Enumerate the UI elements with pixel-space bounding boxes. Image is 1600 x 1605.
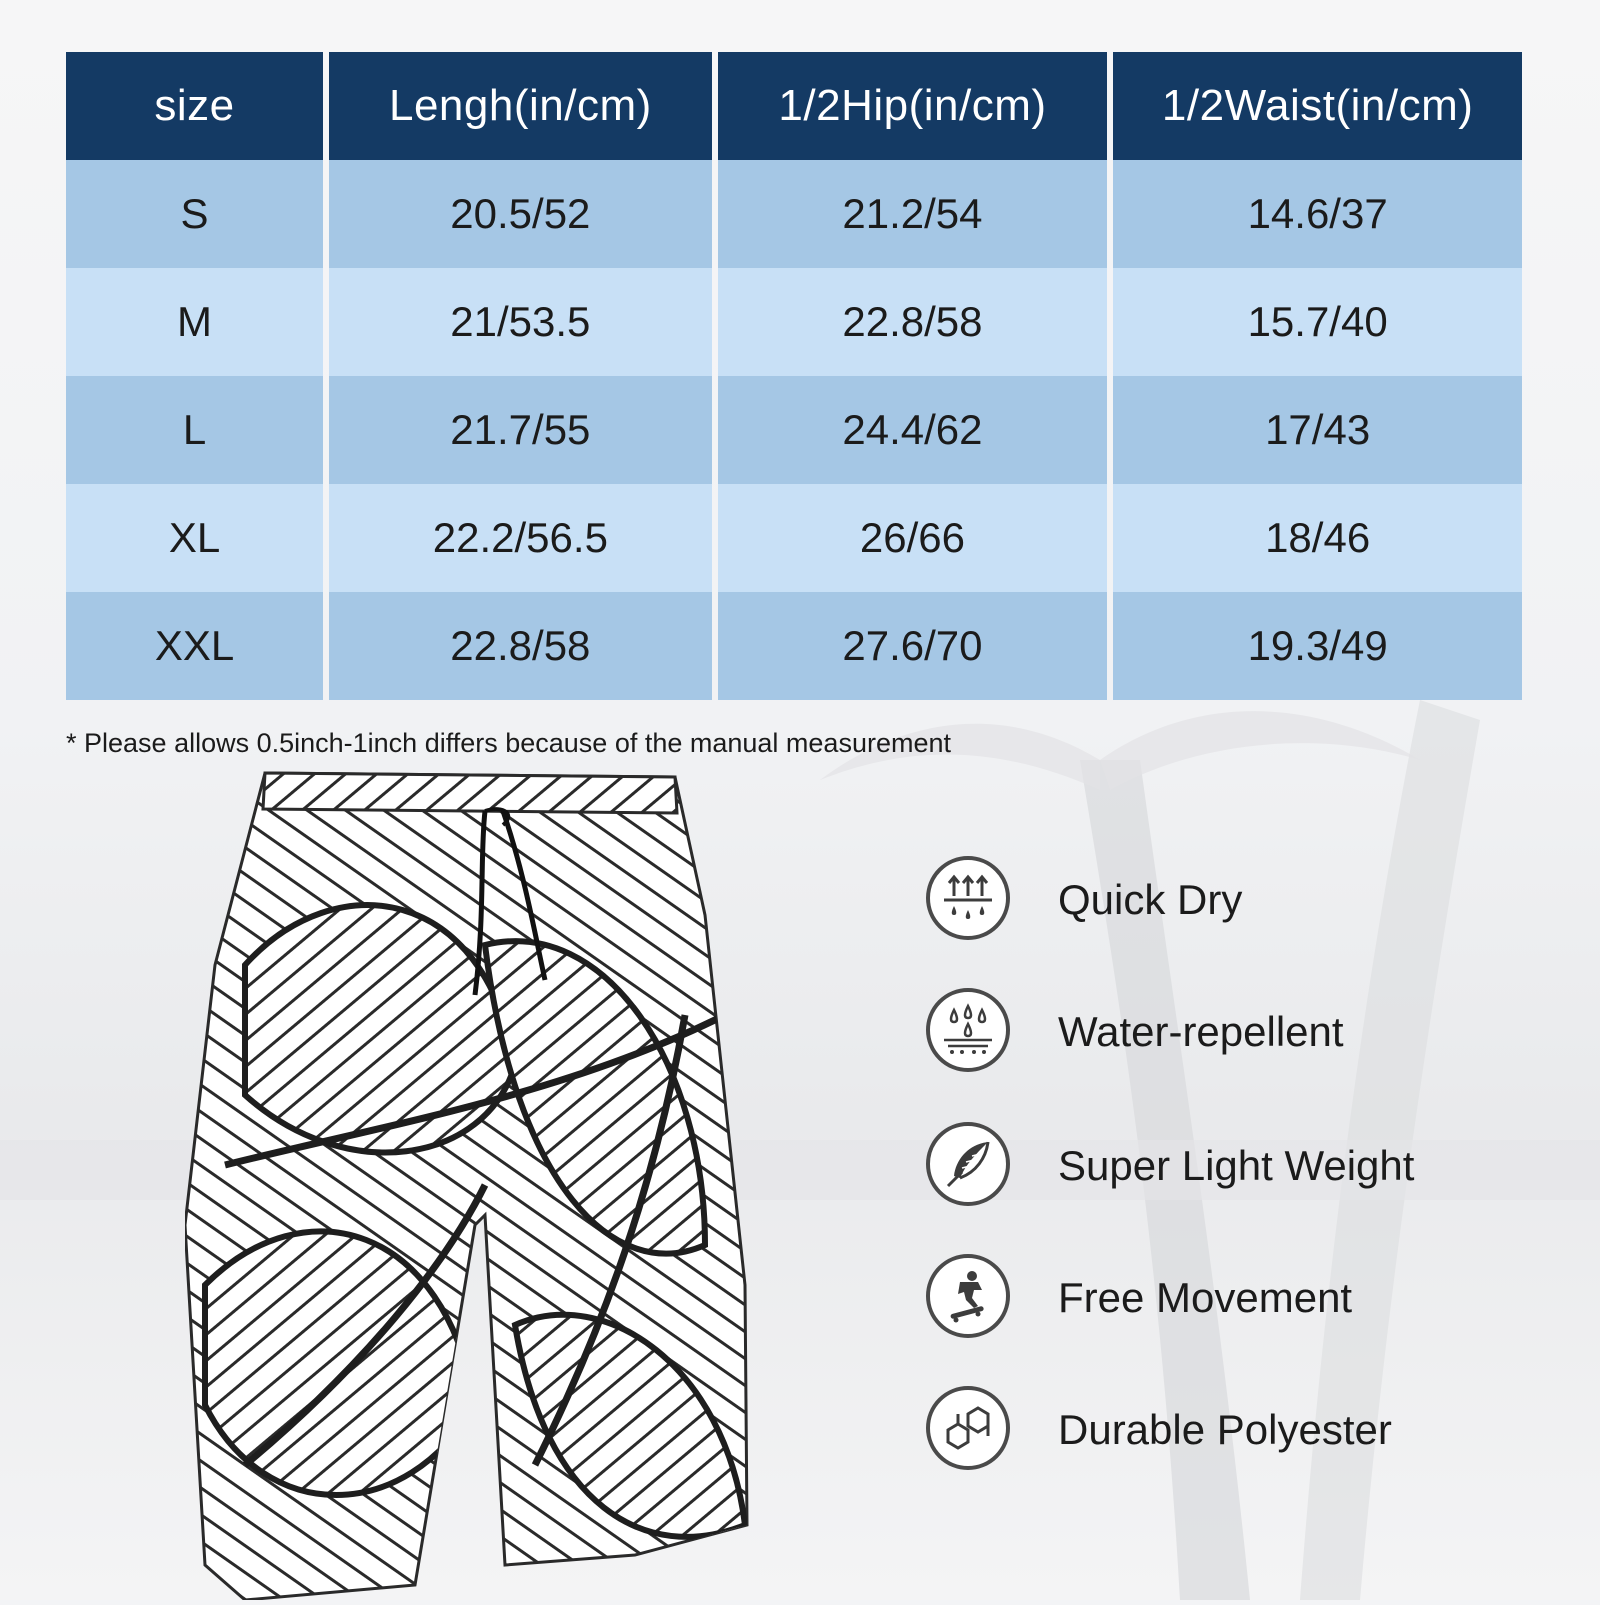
table-row bbox=[66, 160, 1522, 268]
size-chart-table bbox=[60, 52, 1528, 700]
cell-size: XXL bbox=[66, 592, 323, 700]
water-drops-icon bbox=[926, 988, 1010, 1072]
cell-size: L bbox=[66, 376, 323, 484]
cell-half-hip: 24.4/62 bbox=[718, 376, 1108, 484]
table-row bbox=[66, 376, 1522, 484]
cell-length: 22.2/56.5 bbox=[329, 484, 712, 592]
cell-length: 21.7/55 bbox=[329, 376, 712, 484]
table-header-row bbox=[66, 52, 1522, 160]
feature-free-movement bbox=[926, 1254, 1566, 1346]
cell-size: M bbox=[66, 268, 323, 376]
feature-durable-polyester bbox=[926, 1386, 1566, 1478]
header-half-hip: 1/2Hip(in/cm) bbox=[718, 52, 1108, 160]
feature-label: Super Light Weight bbox=[1058, 1142, 1415, 1189]
feature-quick-dry bbox=[926, 856, 1566, 948]
header-length: Lengh(in/cm) bbox=[329, 52, 712, 160]
cell-size: S bbox=[66, 160, 323, 268]
table-row bbox=[66, 484, 1522, 592]
feature-label: Water-repellent bbox=[1058, 1008, 1344, 1055]
cell-half-hip: 21.2/54 bbox=[718, 160, 1108, 268]
swim-shorts-illustration bbox=[185, 765, 755, 1600]
cell-half-hip: 27.6/70 bbox=[718, 592, 1108, 700]
cell-half-waist: 15.7/40 bbox=[1113, 268, 1522, 376]
header-size: size bbox=[66, 52, 323, 160]
skateboarder-icon bbox=[926, 1254, 1010, 1338]
table-row bbox=[66, 268, 1522, 376]
molecule-icon bbox=[926, 1386, 1010, 1470]
header-half-waist: 1/2Waist(in/cm) bbox=[1113, 52, 1522, 160]
feature-water-repellent bbox=[926, 988, 1566, 1080]
feature-label: Durable Polyester bbox=[1058, 1406, 1392, 1453]
quick-dry-icon bbox=[926, 856, 1010, 940]
feature-label: Quick Dry bbox=[1058, 876, 1243, 923]
cell-half-waist: 19.3/49 bbox=[1113, 592, 1522, 700]
cell-length: 20.5/52 bbox=[329, 160, 712, 268]
feather-icon bbox=[926, 1122, 1010, 1206]
cell-half-waist: 14.6/37 bbox=[1113, 160, 1522, 268]
cell-half-waist: 18/46 bbox=[1113, 484, 1522, 592]
feature-super-light-weight bbox=[926, 1122, 1566, 1214]
cell-size: XL bbox=[66, 484, 323, 592]
product-image-shorts bbox=[185, 765, 755, 1600]
feature-label: Free Movement bbox=[1058, 1274, 1353, 1321]
cell-half-waist: 17/43 bbox=[1113, 376, 1522, 484]
measurement-note: * Please allows 0.5inch-1inch differs because of the manual measurement bbox=[66, 728, 952, 758]
cell-half-hip: 22.8/58 bbox=[718, 268, 1108, 376]
cell-half-hip: 26/66 bbox=[718, 484, 1108, 592]
cell-length: 21/53.5 bbox=[329, 268, 712, 376]
cell-length: 22.8/58 bbox=[329, 592, 712, 700]
table-row bbox=[66, 592, 1522, 700]
